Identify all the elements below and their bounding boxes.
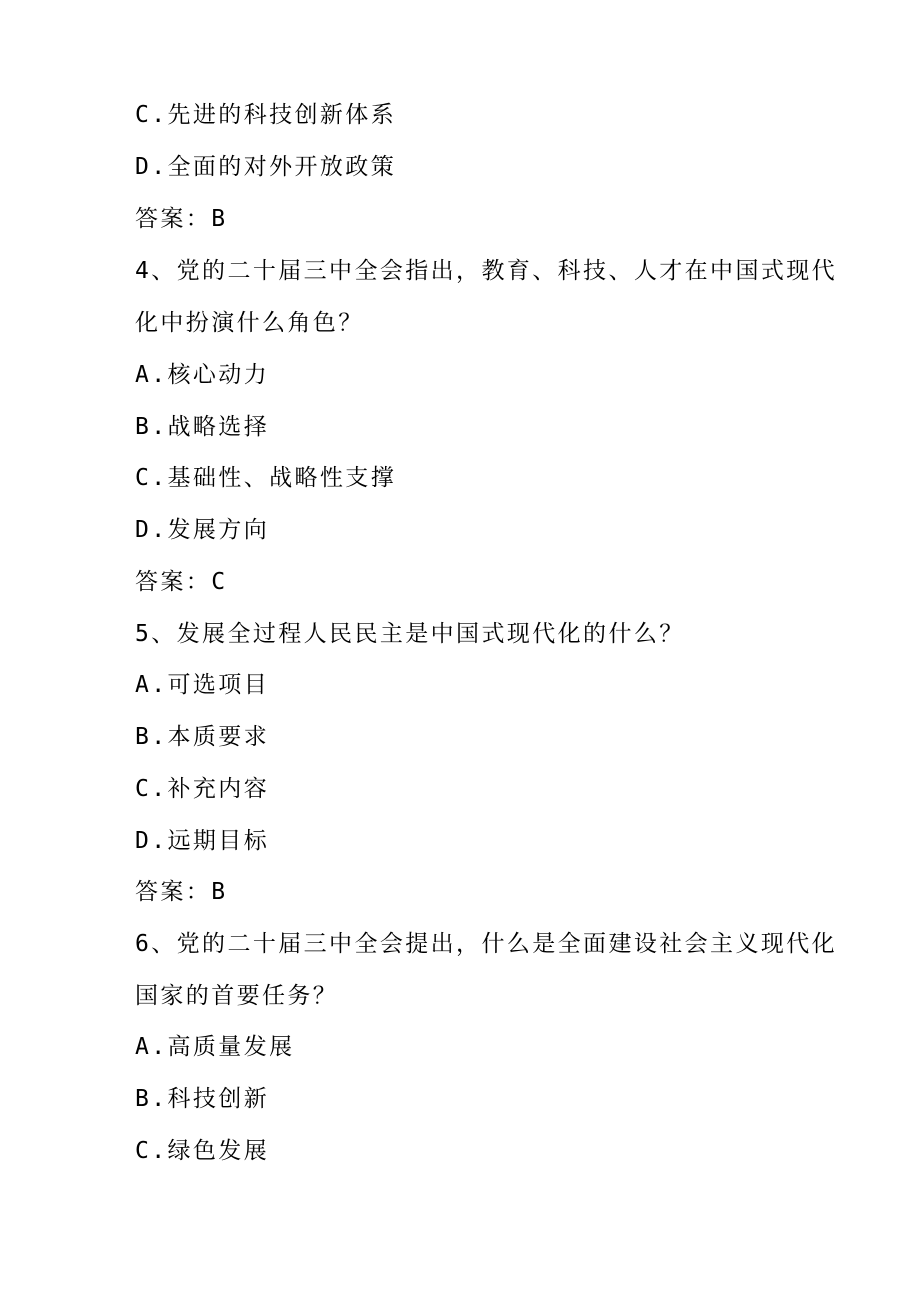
q5-option-b: B.本质要求 [135, 724, 270, 750]
q4-option-a: A.核心动力 [135, 362, 270, 388]
q5-option-a: A.可选项目 [135, 672, 270, 698]
q5-option-c: C.补充内容 [135, 776, 270, 802]
q6-option-b: B.科技创新 [135, 1086, 270, 1112]
q6-question-line1: 6、党的二十届三中全会提出，什么是全面建设社会主义现代化 [135, 931, 838, 957]
q5-question: 5、发展全过程人民民主是中国式现代化的什么？ [135, 621, 685, 647]
q4-option-d: D.发展方向 [135, 517, 270, 543]
q3-answer: 答案：B [135, 206, 228, 232]
q3-option-d: D.全面的对外开放政策 [135, 154, 397, 180]
q4-question-line1: 4、党的二十届三中全会指出，教育、科技、人才在中国式现代 [135, 258, 838, 284]
q4-answer: 答案：C [135, 569, 228, 595]
q4-option-b: B.战略选择 [135, 414, 270, 440]
q5-answer: 答案：B [135, 879, 228, 905]
q5-option-d: D.远期目标 [135, 828, 270, 854]
q3-option-c: C.先进的科技创新体系 [135, 102, 397, 128]
q4-option-c: C.基础性、战略性支撑 [135, 465, 397, 491]
q4-question-line2: 化中扮演什么角色？ [135, 310, 364, 336]
q6-question-line2: 国家的首要任务？ [135, 983, 339, 1009]
q6-option-a: A.高质量发展 [135, 1034, 295, 1060]
q6-option-c: C.绿色发展 [135, 1138, 270, 1164]
